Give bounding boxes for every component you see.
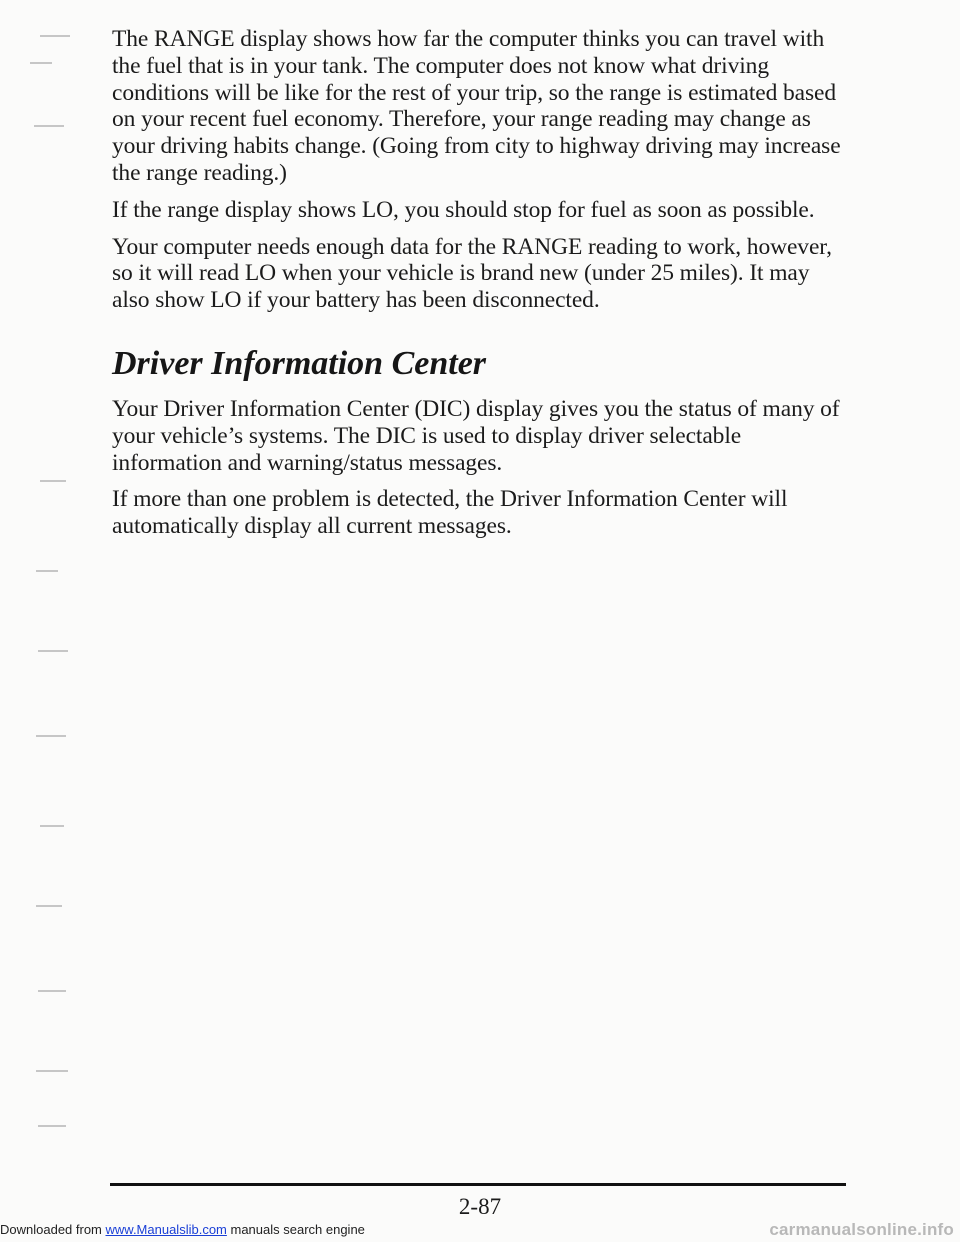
site-watermark: carmanualsonline.info <box>769 1220 954 1239</box>
paragraph-range-data: Your computer needs enough data for the RANGE reading to work, however, so it will read LO when your vehicle is brand new (under 25 miles). It may also show LO if your battery has been disconnected. <box>112 233 832 314</box>
manualslib-link[interactable]: www.Manualslib.com <box>105 1222 227 1237</box>
paragraph-range-display: The RANGE display shows how far the computer thinks you can travel with the fuel that is in your tank. The computer does not know what driving conditions will be like for the rest of your trip, so the range is estimated based on your recent fuel economy. Therefore, your range reading may change as your driving habits change. (Going from city to highway driving may increase the range reading.) <box>112 26 841 186</box>
paragraph-dic-messages: If more than one problem is detected, the Driver Information Center will automatically display all current messages. <box>112 486 788 540</box>
watermark-suffix: manuals search engine <box>226 1222 365 1237</box>
download-watermark <box>0 1222 365 1237</box>
section-heading: Driver Information Center <box>112 344 487 382</box>
page-number: 2-87 <box>458 1194 502 1219</box>
paragraph-range-lo: If the range display shows LO, you should stop for fuel as soon as possible. <box>112 196 815 223</box>
footer-rule <box>110 1183 846 1186</box>
watermark-prefix: Downloaded from <box>0 1222 106 1237</box>
paragraph-dic-display: Your Driver Information Center (DIC) display gives you the status of many of your vehicle’s systems. The DIC is used to display driver selectable information and warning/status messages. <box>112 395 840 476</box>
page-content <box>112 26 852 550</box>
margin-scan-marks <box>22 0 92 1242</box>
